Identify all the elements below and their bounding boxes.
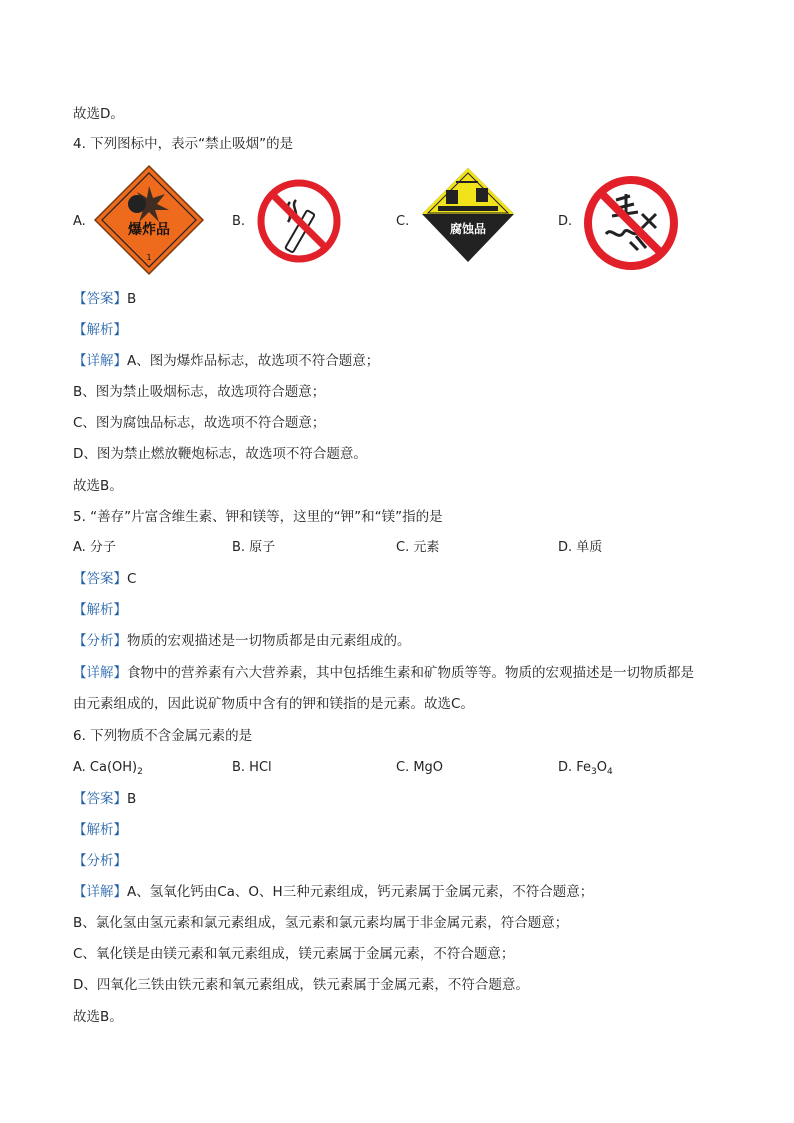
text-line: 由元素组成的，因此说矿物质中含有的钾和镁指的是元素。故选C。 bbox=[73, 696, 474, 712]
text-line: 故选B。 bbox=[73, 478, 123, 494]
fenxi-tag: 【分析】 bbox=[73, 633, 127, 649]
detail-text: 食物中的营养素有六大营养素，其中包括维生素和矿物质等等。物质的宏观描述是一切物质都是 bbox=[127, 665, 694, 681]
text-line: D、图为禁止燃放鞭炮标志，故选项不符合题意。 bbox=[73, 446, 367, 462]
answer-tag: 【答案】 bbox=[73, 291, 127, 307]
answer-value: B bbox=[127, 791, 137, 807]
detail-text: A、图为爆炸品标志，故选项不符合题意； bbox=[127, 353, 380, 369]
q5-option-b: B. 原子 bbox=[232, 540, 276, 555]
q6-option-d bbox=[558, 758, 613, 782]
q6-option-c: C. MgO bbox=[396, 760, 444, 775]
answer-value: C bbox=[127, 571, 137, 587]
answer-tag: 【答案】 bbox=[73, 571, 127, 587]
q6-option-a-text: A. Ca(OH) bbox=[73, 760, 138, 775]
text-line: D、四氧化三铁由铁元素和氧元素组成，铁元素属于金属元素，不符合题意。 bbox=[73, 977, 529, 993]
q5-option-d: D. 单质 bbox=[558, 540, 603, 555]
analysis-line bbox=[73, 631, 411, 651]
q6-option-a-sub: 2 bbox=[137, 767, 143, 777]
q5-option-c: C. 元素 bbox=[396, 540, 440, 555]
text-line: 故选B。 bbox=[73, 1009, 123, 1025]
detail-line bbox=[73, 882, 593, 902]
q6-option-d-sub2: 4 bbox=[607, 767, 613, 777]
q5-option-a: A. 分子 bbox=[73, 540, 116, 555]
q6-option-a bbox=[73, 758, 143, 782]
question-6: 6. 下列物质不含金属元素的是 bbox=[73, 728, 253, 744]
q6-option-b: B. HCl bbox=[232, 760, 272, 775]
text-line: B、图为禁止吸烟标志，故选项符合题意； bbox=[73, 384, 326, 400]
text-line: B、氯化氢由氢元素和氯元素组成，氢元素和氯元素均属于非金属元素，符合题意； bbox=[73, 915, 569, 931]
question-5: 5. “善存”片富含维生素、钾和镁等，这里的“钾”和“镁”指的是 bbox=[73, 509, 443, 525]
answer-tag: 【答案】 bbox=[73, 791, 127, 807]
question-4: 4. 下列图标中，表示“禁止吸烟”的是 bbox=[73, 136, 294, 152]
detail-tag: 【详解】 bbox=[73, 353, 127, 369]
explosive-sign-number: 1 bbox=[146, 253, 152, 262]
answer-line bbox=[73, 289, 136, 309]
explosive-sign-icon bbox=[93, 164, 205, 276]
detail-tag: 【详解】 bbox=[73, 665, 127, 681]
text-line: 故选D。 bbox=[73, 106, 124, 122]
detail-tag: 【详解】 bbox=[73, 884, 127, 900]
answer-line bbox=[73, 789, 136, 809]
answer-line bbox=[73, 569, 136, 589]
analysis-tag: 【解析】 bbox=[73, 322, 127, 338]
option-a-label: A. bbox=[73, 214, 86, 229]
corrosive-sign-icon bbox=[420, 166, 516, 266]
text-line: C、氧化镁是由镁元素和氧元素组成，镁元素属于金属元素，不符合题意； bbox=[73, 946, 515, 962]
detail-line bbox=[73, 663, 694, 683]
option-c-label: C. bbox=[396, 214, 410, 229]
no-smoking-sign-icon bbox=[256, 178, 342, 264]
text-line: C、图为腐蚀品标志，故选项不符合题意； bbox=[73, 415, 326, 431]
detail-line bbox=[73, 351, 379, 371]
option-d-label: D. bbox=[558, 214, 573, 229]
analysis-tag: 【解析】 bbox=[73, 602, 127, 618]
q6-option-d-mid: O bbox=[596, 760, 608, 775]
q6-option-d-text: D. Fe bbox=[558, 760, 592, 775]
fenxi-tag: 【分析】 bbox=[73, 853, 127, 869]
explosive-sign-text: 爆炸品 bbox=[128, 222, 170, 238]
answer-value: B bbox=[127, 291, 137, 307]
analysis-tag: 【解析】 bbox=[73, 822, 127, 838]
fenxi-text: 物质的宏观描述是一切物质都是由元素组成的。 bbox=[127, 633, 411, 649]
q6-option-d-sub1: 3 bbox=[591, 767, 597, 777]
detail-text: A、氢氧化钙由Ca、O、H三种元素组成，钙元素属于金属元素，不符合题意； bbox=[127, 884, 594, 900]
corrosive-sign-text: 腐蚀品 bbox=[449, 222, 487, 236]
no-fireworks-sign-icon bbox=[582, 174, 680, 272]
option-b-label: B. bbox=[232, 214, 246, 229]
